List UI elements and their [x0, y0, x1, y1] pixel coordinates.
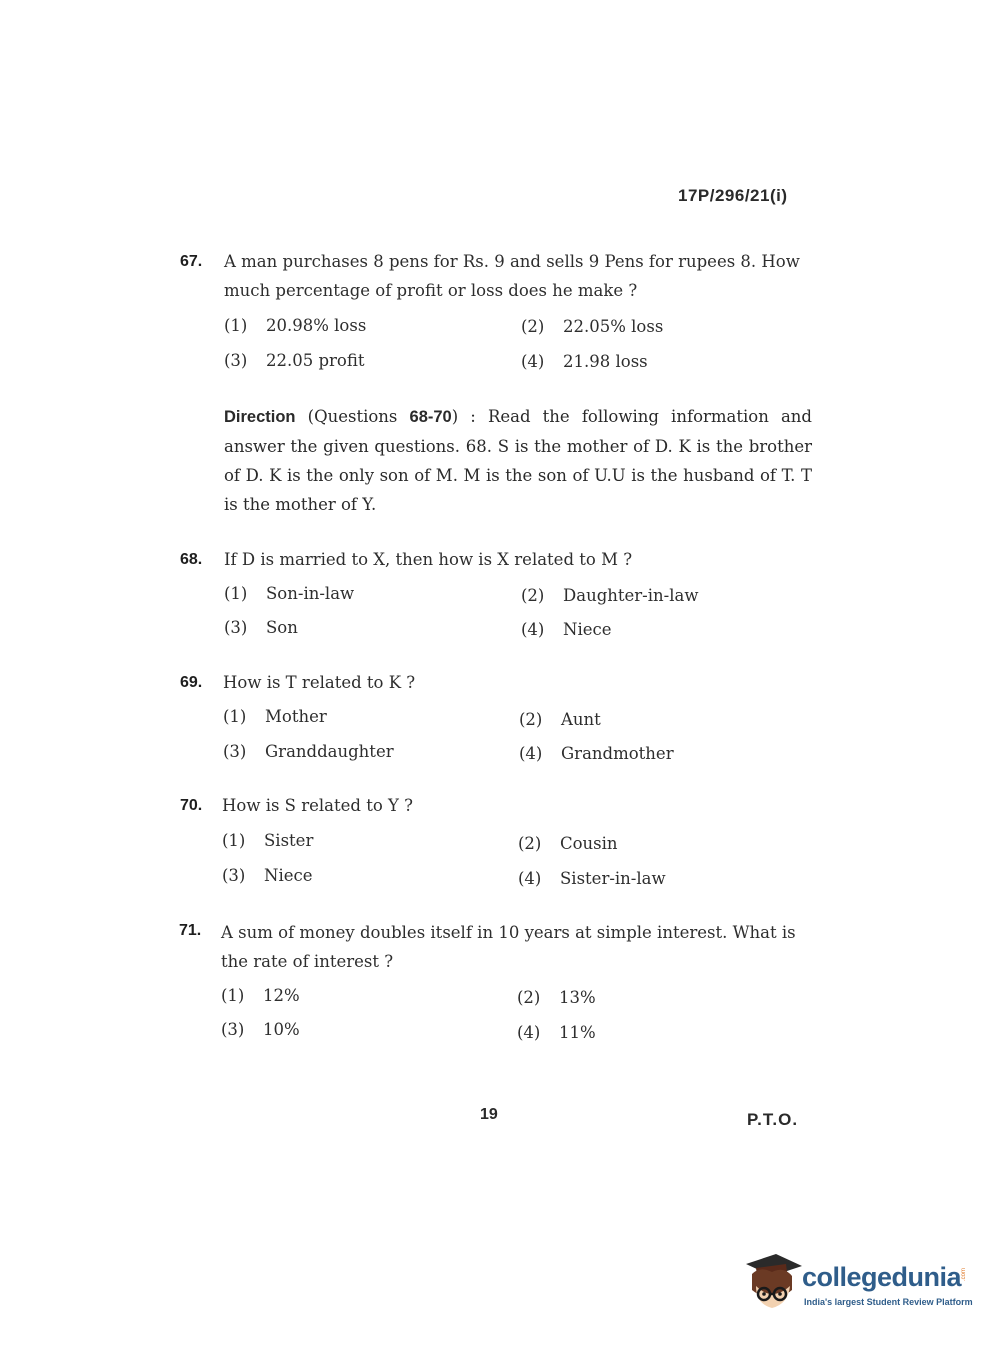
- q70-option-2: (2) Cousin: [518, 834, 618, 853]
- q68-option-2: (2) Daughter-in-law: [521, 586, 699, 605]
- question-71-line-1: A sum of money doubles itself in 10 years at simple interest. What is: [221, 923, 796, 942]
- q70-option-1: (1) Sister: [222, 831, 314, 850]
- question-number-69: 69.: [180, 674, 203, 691]
- question-67-line-2: much percentage of profit or loss does he make ?: [224, 281, 638, 300]
- q69-option-1: (1) Mother: [223, 707, 327, 726]
- brand-name: collegedunia: [802, 1262, 962, 1292]
- question-number-67: 67.: [180, 253, 203, 270]
- question-number-71: 71.: [179, 922, 202, 939]
- direction-paragraph: Direction (Questions 68-70) : Read the following information and answer the given questions. 68. S is the mother of D. K is the brother of D. K is the only son of M. M is the son of U.U is the husband of T. T is the mother of Y.: [224, 407, 812, 514]
- question-67-line-1: A man purchases 8 pens for Rs. 9 and sells 9 Pens for rupees 8. How: [224, 252, 800, 271]
- brand-tagline: India's largest Student Review Platform: [804, 1297, 973, 1307]
- question-70-text: How is S related to Y ?: [222, 796, 413, 815]
- q69-option-3: (3) Granddaughter: [223, 742, 394, 761]
- q67-option-1: (1) 20.98% loss: [224, 316, 367, 335]
- q68-option-1: (1) Son-in-law: [224, 584, 355, 603]
- q67-option-3: (3) 22.05 profit: [224, 351, 365, 370]
- direction-range: 68-70: [409, 408, 452, 426]
- question-number-68: 68.: [180, 551, 203, 568]
- brand-domain-suffix: .com: [961, 1268, 967, 1282]
- q69-option-4: (4) Grandmother: [519, 744, 674, 763]
- q67-option-4: (4) 21.98 loss: [521, 352, 648, 371]
- q71-option-4: (4) 11%: [517, 1023, 596, 1042]
- direction-text: : Read the following information and answer the given questions. 68. S is the mother of D. K is the brother of D. K is the only son of M. M is the son of U.U is the husband of T. T is the mother of Y.: [224, 407, 812, 514]
- question-71-line-2: the rate of interest ?: [221, 952, 394, 971]
- question-number-70: 70.: [180, 797, 203, 814]
- question-69-text: How is T related to K ?: [223, 673, 416, 692]
- q70-option-4: (4) Sister-in-law: [518, 869, 666, 888]
- q69-option-2: (2) Aunt: [519, 710, 601, 729]
- q67-option-2: (2) 22.05% loss: [521, 317, 664, 336]
- page-number: 19: [480, 1106, 498, 1123]
- q70-option-3: (3) Niece: [222, 866, 313, 885]
- q71-option-1: (1) 12%: [221, 986, 300, 1005]
- pto-label: P.T.O.: [747, 1110, 799, 1129]
- mascot-logo-icon: [742, 1250, 804, 1312]
- q71-option-3: (3) 10%: [221, 1020, 300, 1039]
- q71-option-2: (2) 13%: [517, 988, 596, 1007]
- question-68-text: If D is married to X, then how is X related to M ?: [224, 550, 633, 569]
- q68-option-3: (3) Son: [224, 618, 298, 637]
- q68-option-4: (4) Niece: [521, 620, 612, 639]
- direction-label: Direction: [224, 408, 296, 426]
- paper-code: 17P/296/21(i): [678, 186, 788, 205]
